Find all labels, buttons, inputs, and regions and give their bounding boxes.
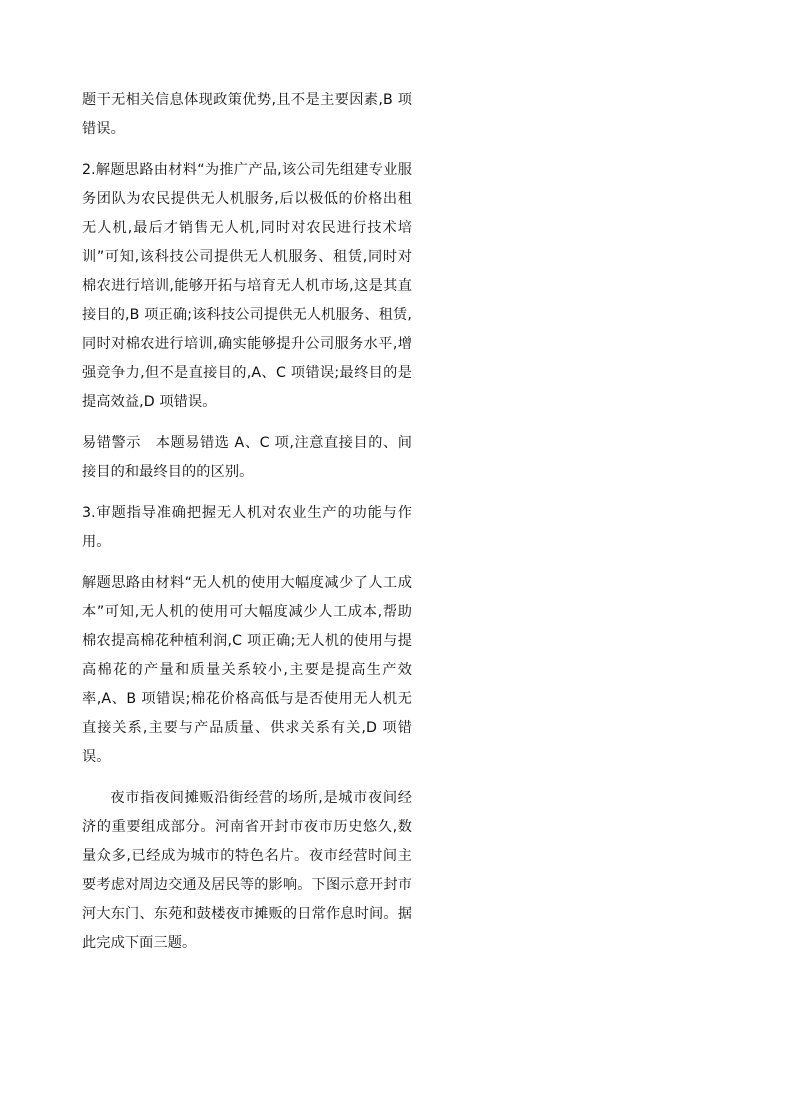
paragraph-question-3-guide: 3.审题指导准确把握无人机对农业生产的功能与作用。: [82, 505, 412, 550]
paragraph-question-3-analysis: 解题思路由材料“无人机的使用大幅度减少了人工成本”可知,无人机的使用可大幅度减少人工成本,帮助棉农提高棉花种植利润,C 项正确;无人机的使用与提高棉花的产量和质量关系较小,主要是提高生产效率,A、B 项错误;棉花价格高低与是否使用无人机无直接关系,主要与产品质量、供求关系有关,D 项错误。: [82, 575, 412, 765]
paragraph-error-warning: 易错警示 本题易错选 A、C 项,注意直接目的、间接目的和最终目的的区别。: [82, 435, 412, 480]
paragraph-b-option-conclusion: 题干无相关信息体现政策优势,且不是主要因素,B 项错误。: [82, 92, 412, 137]
paragraph-question-2-analysis: 2.解题思路由材料“为推广产品,该公司先组建专业服务团队为农民提供无人机服务,后以极低的价格出租无人机,最后才销售无人机,同时对农民进行技术培训”可知,该科技公司提供无人机服务、租赁,同时对棉农进行培训,能够开拓与培育无人机市场,这是其直接目的,B 项正确;该科技公司提供无人机服务、租赁,同时对棉农进行培训,确实能够提升公司服务水平,增强竞争力,但不是直接目的,A、C 项错误;最终目的是提高效益,D 项错误。: [82, 162, 412, 410]
document-page: [82, 86, 412, 970]
paragraph-night-market-intro: 夜市指夜间摊贩沿街经营的场所,是城市夜间经济的重要组成部分。河南省开封市夜市历史悠久,数量众多,已经成为城市的特色名片。夜市经营时间主要考虑对周边交通及居民等的影响。下图示意开封市河大东门、东苑和鼓楼夜市摊贩的日常作息时间。据此完成下面三题。: [82, 790, 412, 951]
